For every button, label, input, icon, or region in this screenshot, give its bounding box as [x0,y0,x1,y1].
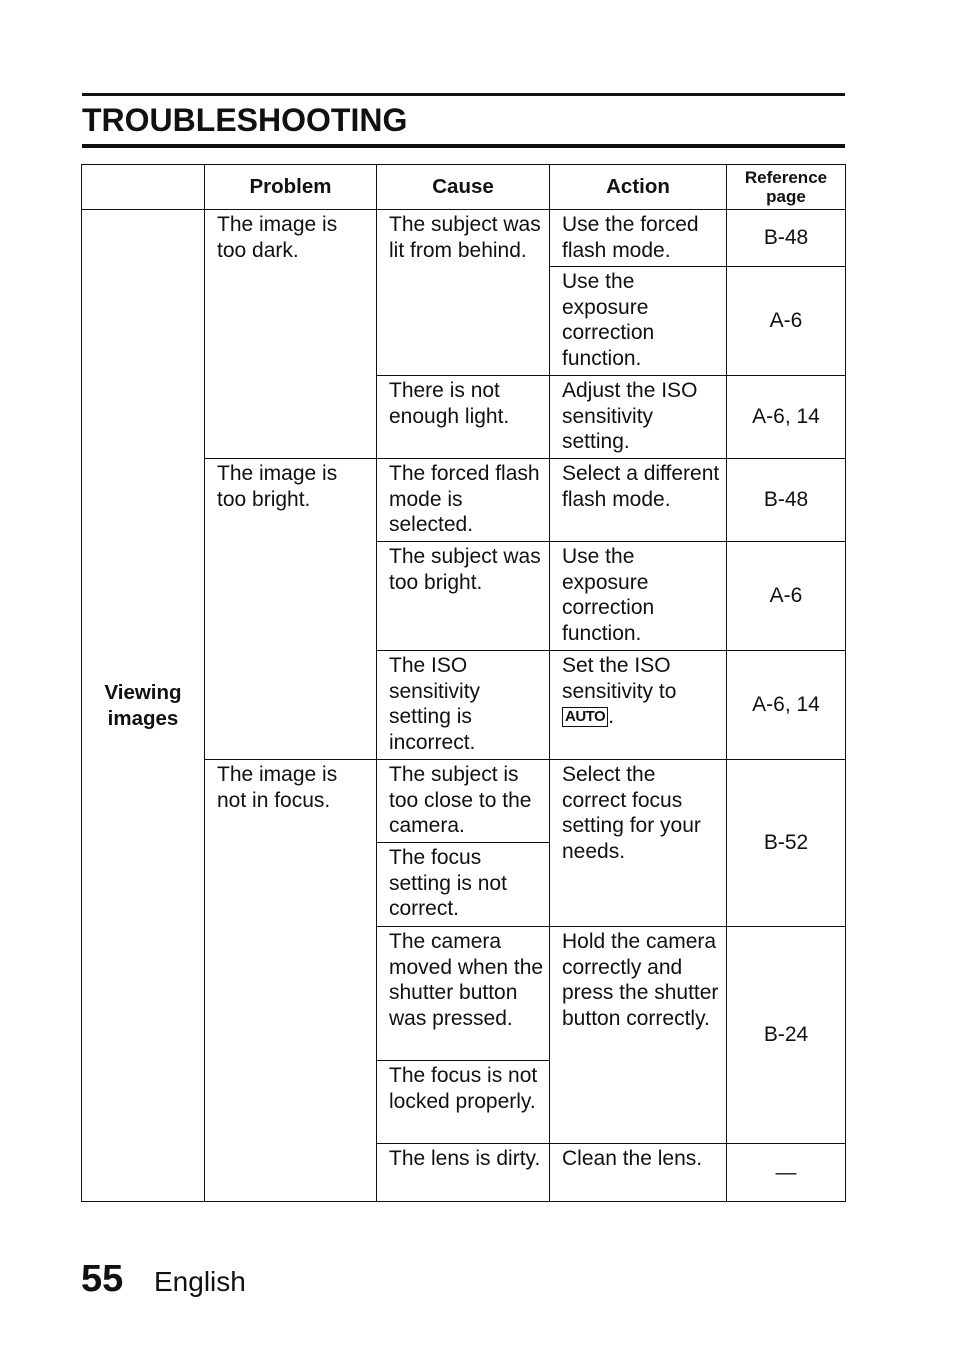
reference-cell: A-6 [727,542,846,651]
reference-cell: A-6, 14 [727,651,846,760]
cause-cell: The focus is not locked properly. [377,1061,550,1144]
page-title: TROUBLESHOOTING [82,102,408,138]
language-label: English [154,1266,246,1297]
action-cell: Use the forced flash mode. [550,210,727,267]
cause-cell: The subject was too bright. [377,542,550,651]
reference-cell: — [727,1144,846,1202]
action-cell: Clean the lens. [550,1144,727,1202]
header-row [82,165,846,210]
cause-cell: The lens is dirty. [377,1144,550,1202]
header-cause: Cause [377,165,550,210]
cause-cell: The subject is too close to the camera. [377,760,550,843]
cause-cell: The forced flash mode is selected. [377,459,550,542]
problem-cell: The image is not in focus. [205,760,377,1202]
header-action: Action [550,165,727,210]
troubleshooting-table [81,164,846,1202]
problem-cell: The image is too bright. [205,459,377,760]
iso-auto-icon: AUTO [562,707,608,727]
section-label: Viewing images [82,210,205,1202]
action-cell: Adjust the ISO sensitivity setting. [550,376,727,459]
cause-cell: There is not enough light. [377,376,550,459]
reference-cell: A-6, 14 [727,376,846,459]
action-text: Set the ISO sensitivity to [562,654,677,703]
problem-cell: The image is too dark. [205,210,377,459]
header-problem: Problem [205,165,377,210]
cause-cell: The camera moved when the shutter button was pressed. [377,927,550,1061]
action-cell: Use the exposure correction function. [550,542,727,651]
cause-cell: The subject was lit from behind. [377,210,550,376]
cause-cell: The focus setting is not correct. [377,843,550,927]
cause-cell: The ISO sensitivity setting is incorrect. [377,651,550,760]
page-number: 55 [81,1258,124,1300]
header-reference-page: Reference page [727,165,846,210]
reference-cell: B-24 [727,927,846,1144]
action-cell: Select the correct focus setting for your needs. [550,760,727,927]
title-rule-bottom [82,144,845,148]
action-cell: Select a different flash mode. [550,459,727,542]
action-cell: Hold the camera correctly and press the shutter button correctly. [550,927,727,1144]
table-row [82,210,846,267]
reference-cell: B-48 [727,210,846,267]
action-cell: Use the exposure correction function. [550,267,727,376]
action-text-suffix: . [608,705,615,728]
title-rule-top [82,93,845,96]
header-empty-cell [82,165,205,210]
reference-cell: A-6 [727,267,846,376]
reference-cell: B-52 [727,760,846,927]
action-cell [550,651,727,760]
reference-cell: B-48 [727,459,846,542]
